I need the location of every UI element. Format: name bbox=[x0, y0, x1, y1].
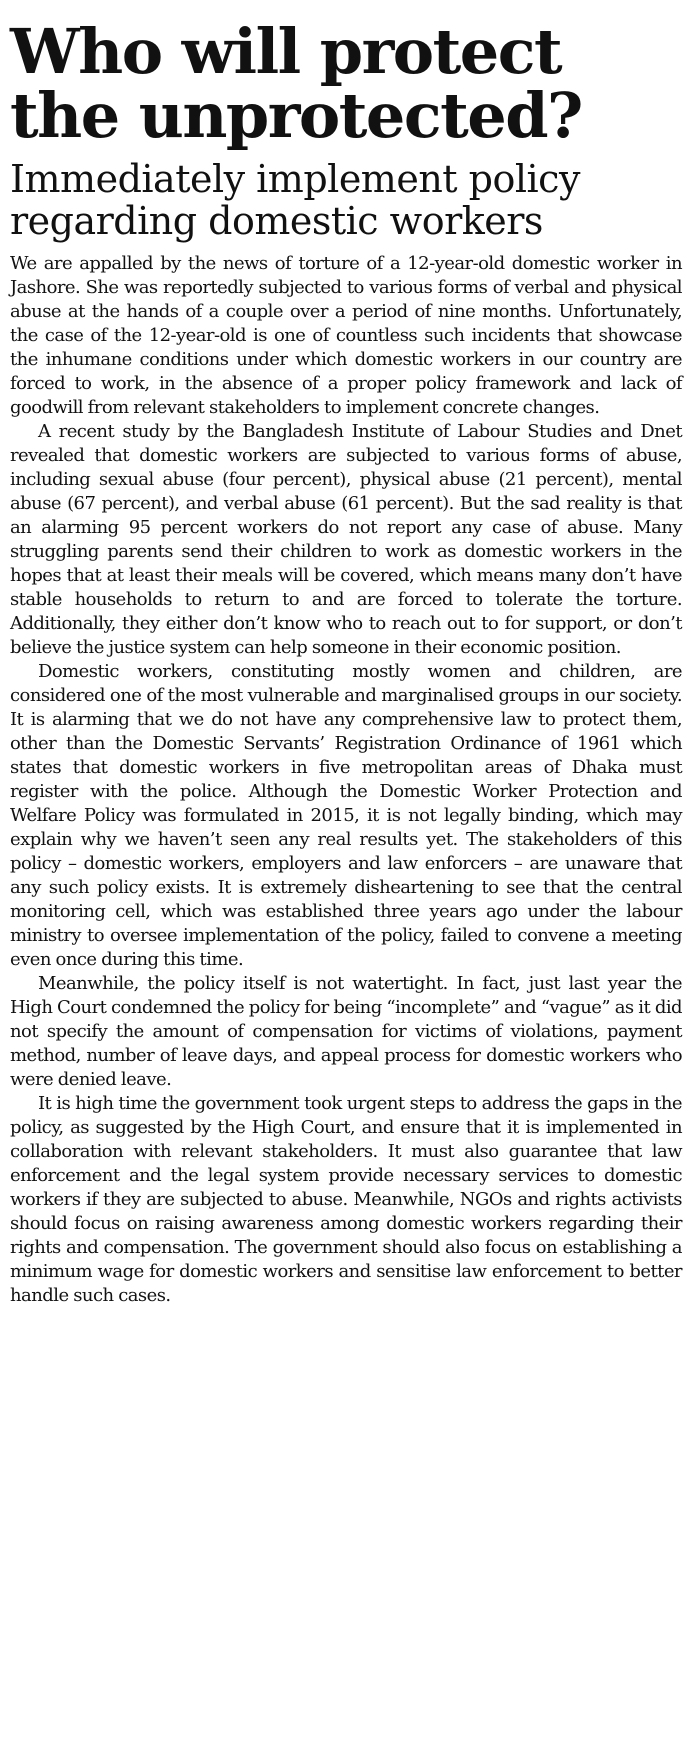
subheadline: Immediately implement policy regarding domestic workers bbox=[10, 157, 580, 243]
paragraph-2: A recent study by the Bangladesh Institute of Labour Studies and Dnet revealed that domestic workers are subjected to various forms of abuse, including sexual abuse (four percent), physical abuse (21 percent), mental abuse (67 percent), and verbal abuse (61 percent). But the sad reality is that an alarming 95 percent workers do not report any case of abuse. Many struggling parents send their children to work as domestic workers in the hopes that at least their meals will be covered, which means many don’t have stable households to return to and are forced to tolerate the torture. Additionally, they either don’t know who to reach out to for support, or don’t believe the justice system can help someone in their economic position. bbox=[10, 421, 682, 658]
paragraph-5: It is high time the government took urgent steps to address the gaps in the policy, as suggested by the High Court, and ensure that it is implemented in collaboration with relevant stakeholders. It must also guarantee that law enforcement and the legal system provide necessary services to domestic workers if they are subjected to abuse. Meanwhile, NGOs and rights activists should focus on raising awareness among domestic workers regarding their rights and compensation. The government should also focus on establishing a minimum wage for domestic workers and sensitise law enforcement to better handle such cases. bbox=[10, 1093, 682, 1306]
editorial-article bbox=[10, 15, 682, 1308]
article-body bbox=[10, 252, 682, 1308]
paragraph-1: We are appalled by the news of torture of a 12-year-old domestic worker in Jashore. She was reportedly subjected to various forms of verbal and physical abuse at the hands of a couple over a period of nine months. Unfortunately, the case of the 12-year-old is one of countless such incidents that showcase the inhumane conditions under which domestic workers in our country are forced to work, in the absence of a proper policy framework and lack of goodwill from relevant stakeholders to implement concrete changes. bbox=[10, 253, 682, 418]
paragraph-3: Domestic workers, constituting mostly women and children, are considered one of the most vulnerable and marginalised groups in our society. It is alarming that we do not have any comprehensive law to protect them, other than the Domestic Servants’ Registration Ordinance of 1961 which states that domestic workers in five metropolitan areas of Dhaka must register with the police. Although the Domestic Worker Protection and Welfare Policy was formulated in 2015, it is not legally binding, which may explain why we haven’t seen any real results yet. The stakeholders of this policy – domestic workers, employers and law enforcers – are unaware that any such policy exists. It is extremely disheartening to see that the central monitoring cell, which was established three years ago under the labour ministry to oversee implementation of the policy, failed to convene a meeting even once during this time. bbox=[10, 661, 682, 970]
headline: Who will protect the unprotected? bbox=[10, 15, 582, 152]
paragraph-4: Meanwhile, the policy itself is not watertight. In fact, just last year the High Court condemned the policy for being “incomplete” and “vague” as it did not specify the amount of compensation for victims of violations, payment method, number of leave days, and appeal process for domestic workers who were denied leave. bbox=[10, 973, 682, 1090]
